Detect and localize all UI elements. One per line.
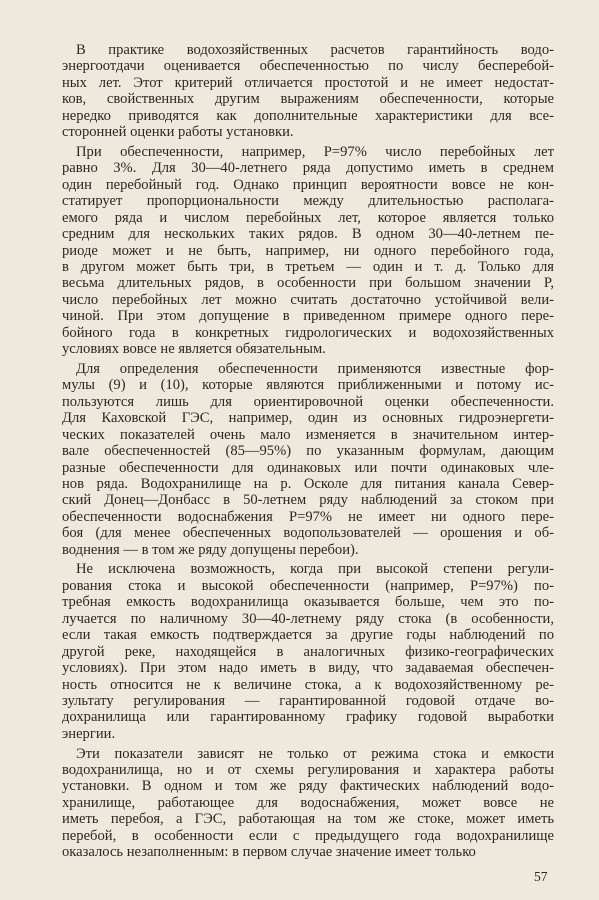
paragraph <box>62 746 554 861</box>
text-line: дохранилища или гарантированному графику годовой выработки <box>62 709 554 726</box>
text-line: Не исключена возможность, когда при высокой степени регули- <box>76 561 554 578</box>
text-line: в другом может быть три, в третьем — один и т. д. Только для <box>62 258 554 275</box>
text-line: если такая емкость подтверждается за другие годы наблюдений по <box>62 627 554 644</box>
text-line: риоде может и не быть, например, ни одного перебойного года, <box>62 242 554 259</box>
text-line: энергии. <box>62 725 116 742</box>
text-line: бойного года в конкретных гидрологических и водохозяйственных <box>62 324 554 341</box>
text-line: другой реке, находящейся в аналогичных физико-географических <box>62 643 554 660</box>
text-line: условиях). При этом надо иметь в виду, что задаваемая обеспечен- <box>62 660 554 677</box>
text-line: мулы (9) и (10), которые являются приближенными и потому ис- <box>62 377 554 394</box>
text-line: ческих показателей очень мало изменяется в значительном интер- <box>62 426 554 443</box>
text-line: емого ряда и числом перебойных лет, которое является только <box>62 209 554 226</box>
text-line: пользуются лишь для ориентировочной оценки обеспеченности. <box>62 393 554 410</box>
text-line: средним для нескольких таких рядов. В одном 30—40-летнем пе- <box>62 226 554 243</box>
text-line: обеспеченности водоснабжения P=97% не имеет ни одного пере- <box>62 508 554 525</box>
text-line: Эти показатели зависят не только от режима стока и емкости <box>76 745 554 762</box>
text-line: нов ряда. Водохранилище на р. Осколе для питания канала Север- <box>62 475 554 492</box>
text-line: ных лет. Этот критерий отличается простотой и не имеет недостат- <box>62 74 554 91</box>
text-line: энергоотдачи оценивается обеспеченностью по числу бесперебой- <box>62 58 554 75</box>
text-line: боя (для менее обеспеченных водопользователей — орошения и об- <box>62 525 554 542</box>
text-line: ский Донец—Донбасс в 50-летнем ряду наблюдений за стоком при <box>62 492 554 509</box>
text-line: требная емкость водохранилища оказывается больше, чем это по- <box>62 594 554 611</box>
text-line: иметь перебоя, а ГЭС, работающая на том же стоке, может иметь <box>62 811 554 828</box>
paragraph <box>62 144 554 358</box>
text-line: сторонней оценки работы установки. <box>62 124 294 141</box>
text-line: Для определения обеспеченности применяются известные фор- <box>76 360 554 377</box>
text-line: хранилище, работающее для водоснабжения, может вовсе не <box>62 794 554 811</box>
text-line: один перебойный год. Однако принцип вероятности вовсе не кон- <box>62 176 554 193</box>
text-line: лучается по наличному 30—40-летнему ряду стока (в особенности, <box>62 610 554 627</box>
text-line: ков, свойственных другим выражениям обеспеченности, которые <box>62 91 554 108</box>
page-number: 57 <box>534 869 548 884</box>
text-line: число перебойных лет можно считать достаточно устойчивой вели- <box>62 291 554 308</box>
text-line: При обеспеченности, например, P=97% число перебойных лет <box>76 143 554 160</box>
text-line: нередко приводятся как дополнительные характеристики для все- <box>62 107 554 124</box>
text-line: условиях вовсе не является обязательным. <box>62 341 326 358</box>
text-line: рования стока и высокой обеспеченности (например, P=97%) по- <box>62 577 554 594</box>
text-line: равно 3%. Для 30—40-летнего ряда допустимо иметь в среднем <box>62 160 554 177</box>
text-line: ность относится не к величине стока, а к водохозяйственному ре- <box>62 676 554 693</box>
text-line: весьма длительных рядов, в особенности при большом значении P, <box>62 275 554 292</box>
text-line: статирует пропорциональности между длительностью располага- <box>62 193 554 210</box>
text-line: водохранилища, но и от схемы регулирования и характера работы <box>62 762 554 778</box>
text-line: Для Каховской ГЭС, например, один из основных гидроэнергети- <box>62 410 554 427</box>
text-line: перебой, в особенности если с предыдущего года водохранилище <box>62 827 554 844</box>
paragraph <box>62 361 554 558</box>
body-text <box>62 42 554 864</box>
text-line: разные обеспеченности для одинаковых или почти одинаковых чле- <box>62 459 554 476</box>
text-line: вале обеспеченностей (85—95%) по указанным формулам, дающим <box>62 443 554 460</box>
text-line: чиной. При этом допущение в приведенном примере одного пере- <box>62 308 554 325</box>
paragraph <box>62 42 554 141</box>
text-line: воднения — в том же ряду допущены перебои). <box>62 541 359 558</box>
text-line: В практике водохозяйственных расчетов гарантийность водо- <box>76 42 554 58</box>
text-line: оказалось незаполненным: в первом случае значение имеет только <box>62 844 476 861</box>
text-line: зультату регулирования — гарантированной годовой отдаче во- <box>62 692 554 709</box>
paragraph <box>62 561 554 742</box>
text-line: установки. В одном и том же ряду фактических наблюдений водо- <box>62 778 554 795</box>
